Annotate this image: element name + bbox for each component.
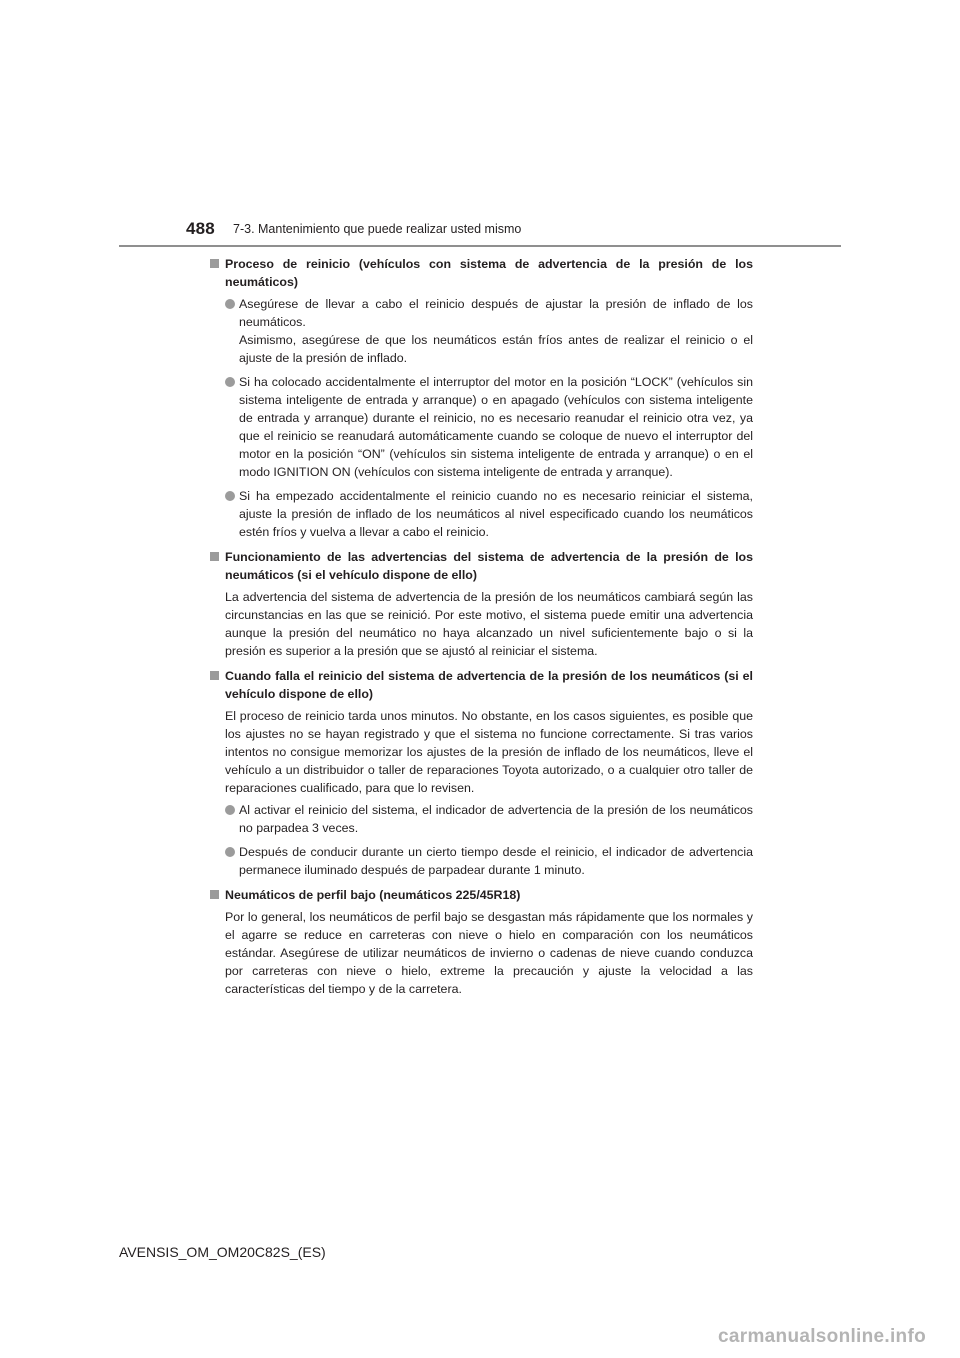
section-reset-failure <box>208 667 753 879</box>
bullet-text: Al activar el reinicio del sistema, el indicador de advertencia de la presión de los neumáticos no parpadea 3 veces. <box>239 803 753 835</box>
bullet-text: Después de conducir durante un cierto tiempo desde el reinicio, el indicador de advertencia permanece iluminado después de parpadear durante 1 minuto. <box>239 845 753 877</box>
round-bullet-icon <box>225 299 235 309</box>
section-paragraph: El proceso de reinicio tarda unos minutos. No obstante, en los casos siguientes, es posible que los ajustes no se hayan registrado y que el sistema no funcione correctamente. Si tras varios intentos no consigue memorizar los ajustes de la presión de inflado de los neumáticos, lleve el vehículo a un distribuidor o taller de reparaciones Toyota autorizado, o a cualquier otro taller de reparaciones cualificado, para que lo revisen. <box>225 709 753 795</box>
section-low-profile-tires <box>208 886 753 998</box>
header-rule <box>119 245 841 247</box>
section-reset-process <box>208 255 753 541</box>
footer-doc-code: AVENSIS_OM_OM20C82S_(ES) <box>119 1244 326 1260</box>
content-area <box>208 255 753 1005</box>
bullet-text: Asimismo, asegúrese de que los neumáticos están fríos antes de realizar el reinicio o el ajuste de la presión de inflado. <box>239 333 753 365</box>
round-bullet-icon <box>225 491 235 501</box>
round-bullet-icon <box>225 377 235 387</box>
section-heading: Neumáticos de perfil bajo (neumáticos 225/45R18) <box>208 886 753 904</box>
list-item <box>208 373 753 481</box>
list-item <box>208 295 753 367</box>
round-bullet-icon <box>225 847 235 857</box>
section-heading: Proceso de reinicio (vehículos con sistema de advertencia de la presión de los neumáticos) <box>208 255 753 291</box>
section-heading: Funcionamiento de las advertencias del sistema de advertencia de la presión de los neumáticos (si el vehículo dispone de ello) <box>208 548 753 584</box>
section-paragraph: Por lo general, los neumáticos de perfil bajo se desgastan más rápidamente que los normales y el agarre se reduce en carreteras con nieve o hielo en comparación con los neumáticos estándar. Asegúrese de utilizar neumáticos de invierno o cadenas de nieve cuando conduzca por carreteras con nieve o hielo, extreme la precaución y ajuste la velocidad a las características del tiempo y de la carretera. <box>225 910 753 996</box>
section-heading: Cuando falla el reinicio del sistema de advertencia de la presión de los neumáticos (si el vehículo dispone de ello) <box>208 667 753 703</box>
square-bullet-icon <box>210 671 219 680</box>
bullet-text: Si ha colocado accidentalmente el interruptor del motor en la posición “LOCK” (vehículos sin sistema inteligente de entrada y arranque) o en apagado (vehículos con sistema inteligente de entrada y arranque) durante el reinicio, no es necesario reanudar el reinicio otra vez, ya que el reinicio se reanudará automáticamente cuando se coloque de nuevo el interruptor del motor en la posición “ON” (vehículos sin sistema inteligente de entrada y arranque) o en el modo IGNITION ON (vehículos con sistema inteligente de entrada y arranque). <box>239 375 753 479</box>
round-bullet-icon <box>225 805 235 815</box>
section-title: 7-3. Mantenimiento que puede realizar usted mismo <box>233 222 522 236</box>
square-bullet-icon <box>210 259 219 268</box>
square-bullet-icon <box>210 552 219 561</box>
list-item <box>208 843 753 879</box>
list-item <box>208 487 753 541</box>
list-item <box>208 801 753 837</box>
watermark: carmanualsonline.info <box>718 1326 926 1347</box>
section-warning-operation <box>208 548 753 660</box>
bullet-text: Asegúrese de llevar a cabo el reinicio después de ajustar la presión de inflado de los neumáticos. <box>239 297 753 329</box>
square-bullet-icon <box>210 890 219 899</box>
section-paragraph: La advertencia del sistema de advertencia de la presión de los neumáticos cambiará según las circunstancias en las que se reinició. Por este motivo, el sistema puede emitir una advertencia aunque la presión del neumático no haya alcanzado un nivel suficientemente bajo o si la presión es superior a la presión que se ajustó al reiniciar el sistema. <box>225 590 753 658</box>
page-number: 488 <box>186 219 215 238</box>
bullet-text: Si ha empezado accidentalmente el reinicio cuando no es necesario reiniciar el sistema, ajuste la presión de inflado de los neumáticos al nivel especificado cuando los neumáticos estén fríos y vuelva a llevar a cabo el reinicio. <box>239 489 753 539</box>
